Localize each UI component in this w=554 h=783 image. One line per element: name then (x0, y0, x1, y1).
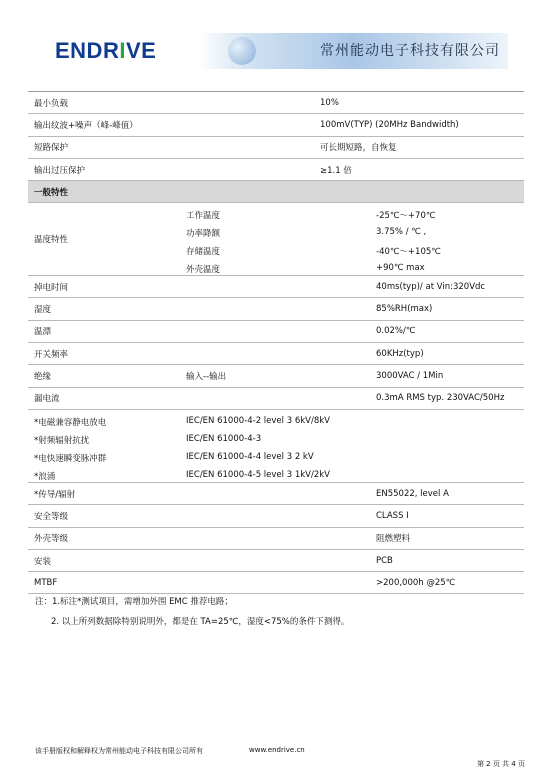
table-row (28, 343, 524, 365)
row-label: 绝缘 (34, 372, 52, 383)
row-label: 最小负载 (34, 98, 69, 109)
temperature-block (28, 203, 524, 276)
emc-label: *射频辐射抗扰 (34, 435, 90, 446)
row-label: 漏电流 (34, 394, 60, 405)
row-label: MTBF (34, 577, 58, 588)
globe-icon (228, 37, 256, 65)
note-line-2: 2. 以上所列数据除特别说明外，都是在 TA=25℃，湿度<75%的条件下测得。 (51, 617, 350, 627)
row-value: 10% (320, 97, 339, 108)
row-condition: 输入--输出 (186, 372, 227, 383)
page-header (0, 0, 554, 80)
row-label: 安全等级 (34, 511, 69, 522)
row-value: PCB (376, 555, 393, 566)
row-value: 可长期短路，自恢复 (320, 143, 397, 154)
row-label: *传导/辐射 (34, 489, 76, 500)
table-row (28, 159, 524, 181)
row-label: 温度特性 (34, 235, 69, 246)
emc-label: *浪涌 (34, 471, 56, 482)
temp-item-name: 工作温度 (186, 211, 221, 222)
row-value: EN55022, level A (376, 488, 449, 499)
row-value: 0.02%/℃ (376, 326, 416, 337)
row-label: 开关频率 (34, 349, 69, 360)
emc-value: IEC/EN 61000-4-2 level 3 6kV/8kV (186, 415, 330, 426)
row-label: 掉电时间 (34, 282, 69, 293)
row-label: 输出过压保护 (34, 165, 86, 176)
table-row (28, 137, 524, 159)
emc-label: *电快速瞬变脉冲群 (34, 453, 107, 464)
table-row (28, 321, 524, 343)
emc-value: IEC/EN 61000-4-4 level 3 2 kV (186, 451, 314, 462)
row-value: 100mV(TYP) (20MHz Bandwidth) (320, 119, 459, 130)
emc-label: *电磁兼容静电放电 (34, 417, 107, 428)
company-logo: ENDRIVE (55, 38, 157, 63)
table-row (28, 528, 524, 550)
section-title: 一般特性 (34, 187, 69, 198)
row-value: 0.3mA RMS typ. 230VAC/50Hz (376, 393, 505, 404)
website-text: www.endrive.cn (249, 746, 305, 754)
table-row (28, 505, 524, 527)
note-line-1: 注：1.标注*测试项目，需增加外围 EMC 推荐电路； (35, 597, 233, 607)
row-label: 温漂 (34, 327, 52, 338)
row-label: 输出纹波+噪声（峰-峰值） (34, 120, 138, 131)
header-banner (198, 33, 508, 69)
notes (35, 592, 349, 632)
table-row (28, 276, 524, 298)
table-row (28, 92, 524, 114)
row-label: 外壳等级 (34, 534, 69, 545)
temp-item-name: 外壳温度 (186, 265, 221, 276)
row-value: 3000VAC / 1Min (376, 371, 444, 382)
emc-value: IEC/EN 61000-4-3 (186, 433, 262, 444)
row-label: 安装 (34, 556, 52, 567)
table-row (28, 550, 524, 572)
table-row (28, 483, 524, 505)
table-row (28, 365, 524, 387)
row-value: 阻燃塑料 (376, 534, 411, 545)
row-value: CLASS Ⅰ (376, 510, 409, 521)
row-label: 短路保护 (34, 143, 69, 154)
temp-item-name: 功率降额 (186, 229, 221, 240)
temp-item-value: +90℃ max (376, 263, 425, 274)
row-value: ≥1.1 倍 (320, 165, 352, 176)
company-name: 常州能动电子科技有限公司 (320, 43, 500, 59)
page-number: 第 2 页 共 4 页 (476, 760, 525, 768)
emc-value: IEC/EN 61000-4-5 level 3 1kV/2kV (186, 469, 330, 480)
emc-block (28, 410, 524, 483)
section-header (28, 181, 524, 203)
row-value: 40ms(typ)/ at Vin:320Vdc (376, 281, 486, 292)
spec-table (28, 91, 524, 594)
temp-item-value: -25℃～+70℃ (376, 211, 436, 222)
temp-item-value: -40℃～+105℃ (376, 247, 441, 258)
temp-item-name: 存储温度 (186, 247, 221, 258)
table-row (28, 298, 524, 320)
table-row (28, 388, 524, 410)
row-value: 85%RH(max) (376, 304, 433, 315)
table-row (28, 114, 524, 136)
row-value: >200,000h @25℃ (376, 577, 456, 588)
copyright-text: 该手册版权和解释权为常州能动电子科技有限公司所有 (35, 747, 203, 755)
row-label: 湿度 (34, 305, 52, 316)
row-value: 60KHz(typ) (376, 348, 424, 359)
temp-item-value: 3.75% / ℃ , (376, 227, 427, 238)
